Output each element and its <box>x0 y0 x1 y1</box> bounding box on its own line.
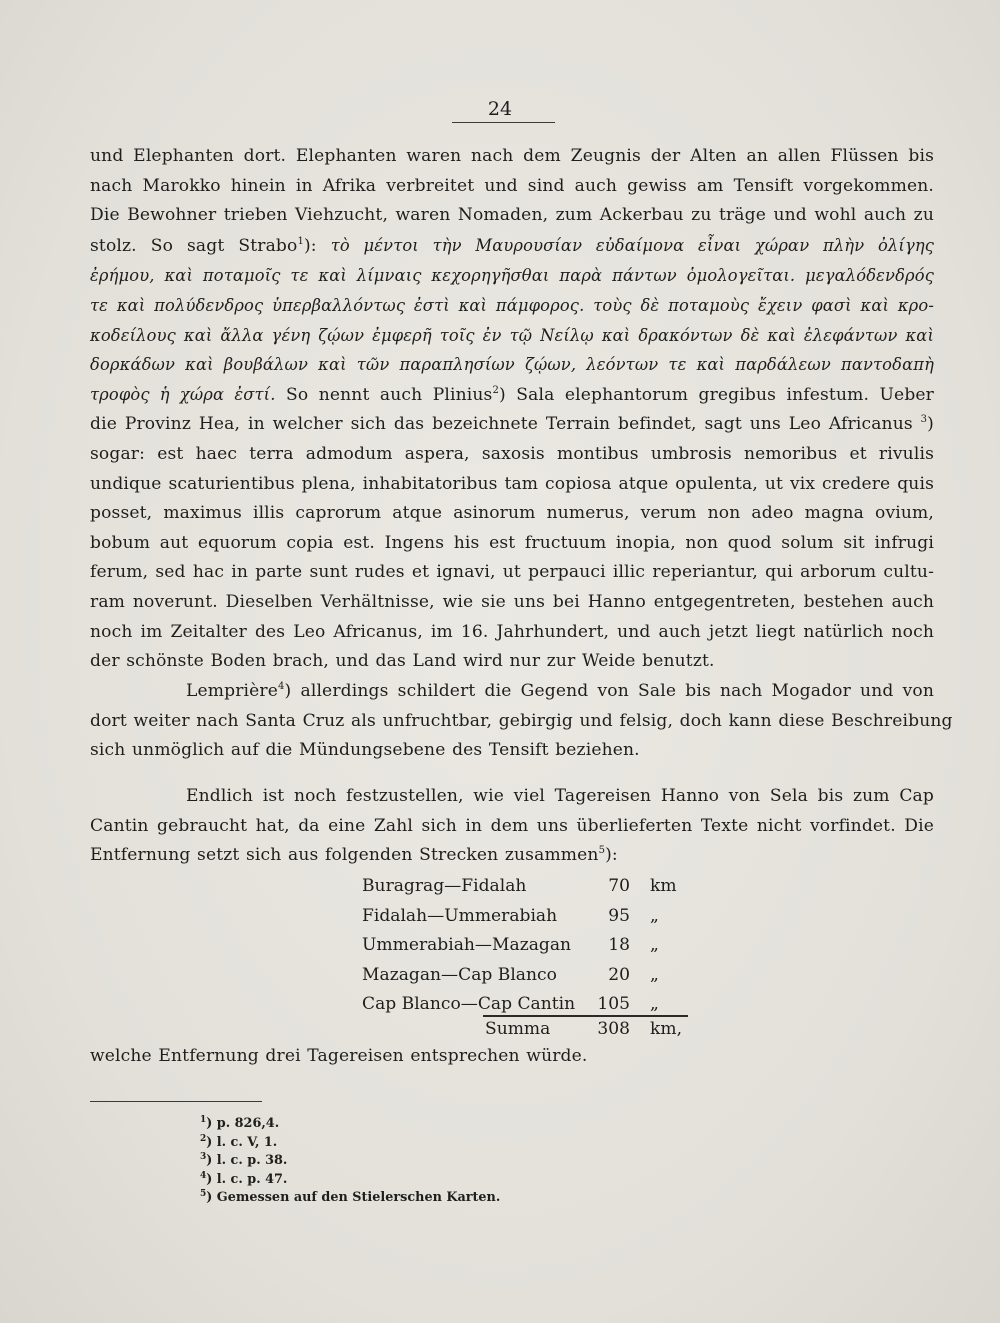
paragraph-4 <box>90 1042 934 1072</box>
text-line: Cantin gebraucht hat, da eine Zahl sich in dem uns überlieferten Texte nicht vorfindet. Die <box>90 815 934 836</box>
page-number: 24 <box>487 98 513 120</box>
footnote: $^1$) p. 826,4. <box>200 1115 280 1131</box>
footnote-ref: 1 <box>297 235 304 247</box>
footnote-rule <box>90 1101 262 1102</box>
text-line: der schönste Boden brach, und das Land wird nur zur Weide benutzt. <box>90 651 715 672</box>
text-line: nach Marokko hinein in Afrika verbreitet und sind auch gewiss am Tensift vorgekommen. <box>90 175 934 196</box>
footnote: $^3$) l. c. p. 38. <box>200 1152 288 1169</box>
sum-value: 308 <box>597 1019 630 1039</box>
text-line: Lemprière$^4$) allerdings schildert die Gegend von Sale bis nach Mogador und von <box>186 681 934 701</box>
footnote: $^5$) Gemessen auf den Stielerschen Karten. <box>200 1189 501 1206</box>
page-number-rule <box>452 122 555 123</box>
text-line: und Elephanten dort. Elephanten waren nach dem Zeugnis der Alten an allen Flüssen bis <box>90 146 934 166</box>
distance-value: 18 <box>608 935 630 956</box>
greek-quote: τροφὸς ἡ χώρα ἐστί. <box>90 384 276 404</box>
text-line: Die Bewohner trieben Viehzucht, waren Nomaden, zum Ackerbau zu träge und wohl auch zu <box>90 205 934 226</box>
distance-value: 95 <box>608 905 630 926</box>
paragraph-2 <box>90 677 953 766</box>
footnote-ref: 2 <box>492 384 499 396</box>
distance-unit: „ <box>650 994 659 1015</box>
distance-value: 70 <box>608 876 630 896</box>
text-line: bobum aut equorum copia est. Ingens his est fructuum inopia, non quod solum sit infrugi <box>90 532 934 553</box>
route: Cap Blanco—Cap Cantin <box>362 994 576 1015</box>
distance-unit: km <box>650 876 677 896</box>
text-line: dort weiter nach Santa Cruz als unfruchtbar, gebirgig und felsig, doch kann diese Beschreibung <box>90 710 953 731</box>
distance-row <box>362 931 692 961</box>
paragraph-1 <box>90 142 934 677</box>
sum-unit: km, <box>650 1019 683 1039</box>
route: Buragrag—Fidalah <box>362 876 527 896</box>
greek-line: δορκάδων καὶ βουβάλων καὶ τῶν παραπλησίων ζῴων, λεόντων τε καὶ παρδάλεων παντοδαπὴ <box>90 355 934 375</box>
route: Ummerabiah—Mazagan <box>362 935 572 956</box>
route: Fidalah—Ummerabiah <box>362 905 558 926</box>
text-line: sogar: est haec terra admodum aspera, saxosis montibus umbrosis nemoribus et rivulis <box>90 443 934 464</box>
text-line: posset, maximus illis caprorum atque asinorum numerus, verum non adeo magna ovium, <box>90 503 934 524</box>
distance-row <box>362 961 692 991</box>
distance-table <box>362 872 692 1039</box>
greek-line: ἐρήμου, καὶ ποταμοῖς τε καὶ λίμναις κεχορηγῆσθαι παρὰ πάντων ὁμολογεῖται. μεγαλόδενδρός <box>90 266 934 286</box>
text-line: noch im Zeitalter des Leo Africanus, im 16. Jahrhundert, und auch jetzt liegt natürlich noch <box>90 621 934 642</box>
sum-row <box>362 1015 692 1045</box>
text-line: stolz. So sagt Strabo$^1$): τὸ μέντοι τὴν Μαυρουσίαν εὐδαίμονα εἶναι χώραν πλὴν ὀλίγης <box>90 235 934 256</box>
footnote-ref: 5 <box>598 845 606 857</box>
greek-quote: τὸ μέντοι τὴν Μαυρουσίαν εὐδαίμονα εἶναι χώραν πλὴν ὀλίγης <box>330 235 934 255</box>
sum-label: Summa <box>485 1019 551 1039</box>
footnotes <box>200 1115 500 1208</box>
distance-unit: „ <box>650 905 659 926</box>
distance-value: 20 <box>608 964 630 985</box>
text-line: undique scaturientibus plena, inhabitatoribus tam copiosa atque opulenta, ut vix credere quis <box>90 473 934 494</box>
distance-unit: „ <box>650 964 659 985</box>
footnote: $^4$) l. c. p. 47. <box>200 1170 288 1187</box>
text-line: Endlich ist noch festzustellen, wie viel Tagereisen Hanno von Sela bis zum Cap <box>186 786 934 806</box>
sum-rule <box>483 1015 688 1017</box>
text-line: ferum, sed hac in parte sunt rudes et ignavi, ut perpauci illic reperiantur, qui arborum cultu- <box>90 562 934 583</box>
text-line: τροφὸς ἡ χώρα ἐστί. So nennt auch Plinius$^2$) Sala elephantorum gregibus infestum. Ueber <box>90 384 934 405</box>
paragraph-3 <box>90 782 934 871</box>
text-line: ram noverunt. Dieselben Verhältnisse, wie sie uns bei Hanno entgegentreten, bestehen auch <box>90 591 934 612</box>
route: Mazagan—Cap Blanco <box>362 964 557 985</box>
distance-value: 105 <box>597 994 630 1015</box>
greek-line: τε καὶ πολύδενδρος ὑπερβαλλόντως ἐστὶ καὶ πάμφορος. τοὺς δὲ ποταμοὺς ἔχειν φασὶ καὶ κρο- <box>90 295 934 315</box>
text-line: die Provinz Hea, in welcher sich das bezeichnete Terrain befindet, sagt uns Leo Africanus $^3$) <box>90 414 934 435</box>
greek-line: κοδείλους καὶ ἄλλα γένη ζῴων ἐμφερῆ τοῖς ἐν τῷ Νείλῳ καὶ δρακόντων δὲ καὶ ἐλεφάντων καὶ <box>90 325 934 345</box>
distance-row <box>362 902 692 932</box>
text-line: welche Entfernung drei Tagereisen entsprechen würde. <box>90 1046 588 1066</box>
footnote: $^2$) l. c. V, 1. <box>200 1133 278 1150</box>
distance-row <box>362 872 692 902</box>
text-line: Entfernung setzt sich aus folgenden Strecken zusammen$^5$): <box>90 845 618 866</box>
footnote-ref: 4 <box>278 681 285 692</box>
footnote-ref: 3 <box>920 414 928 426</box>
distance-unit: „ <box>650 935 659 956</box>
text-line: sich unmöglich auf die Mündungsebene des Tensift beziehen. <box>90 740 640 761</box>
